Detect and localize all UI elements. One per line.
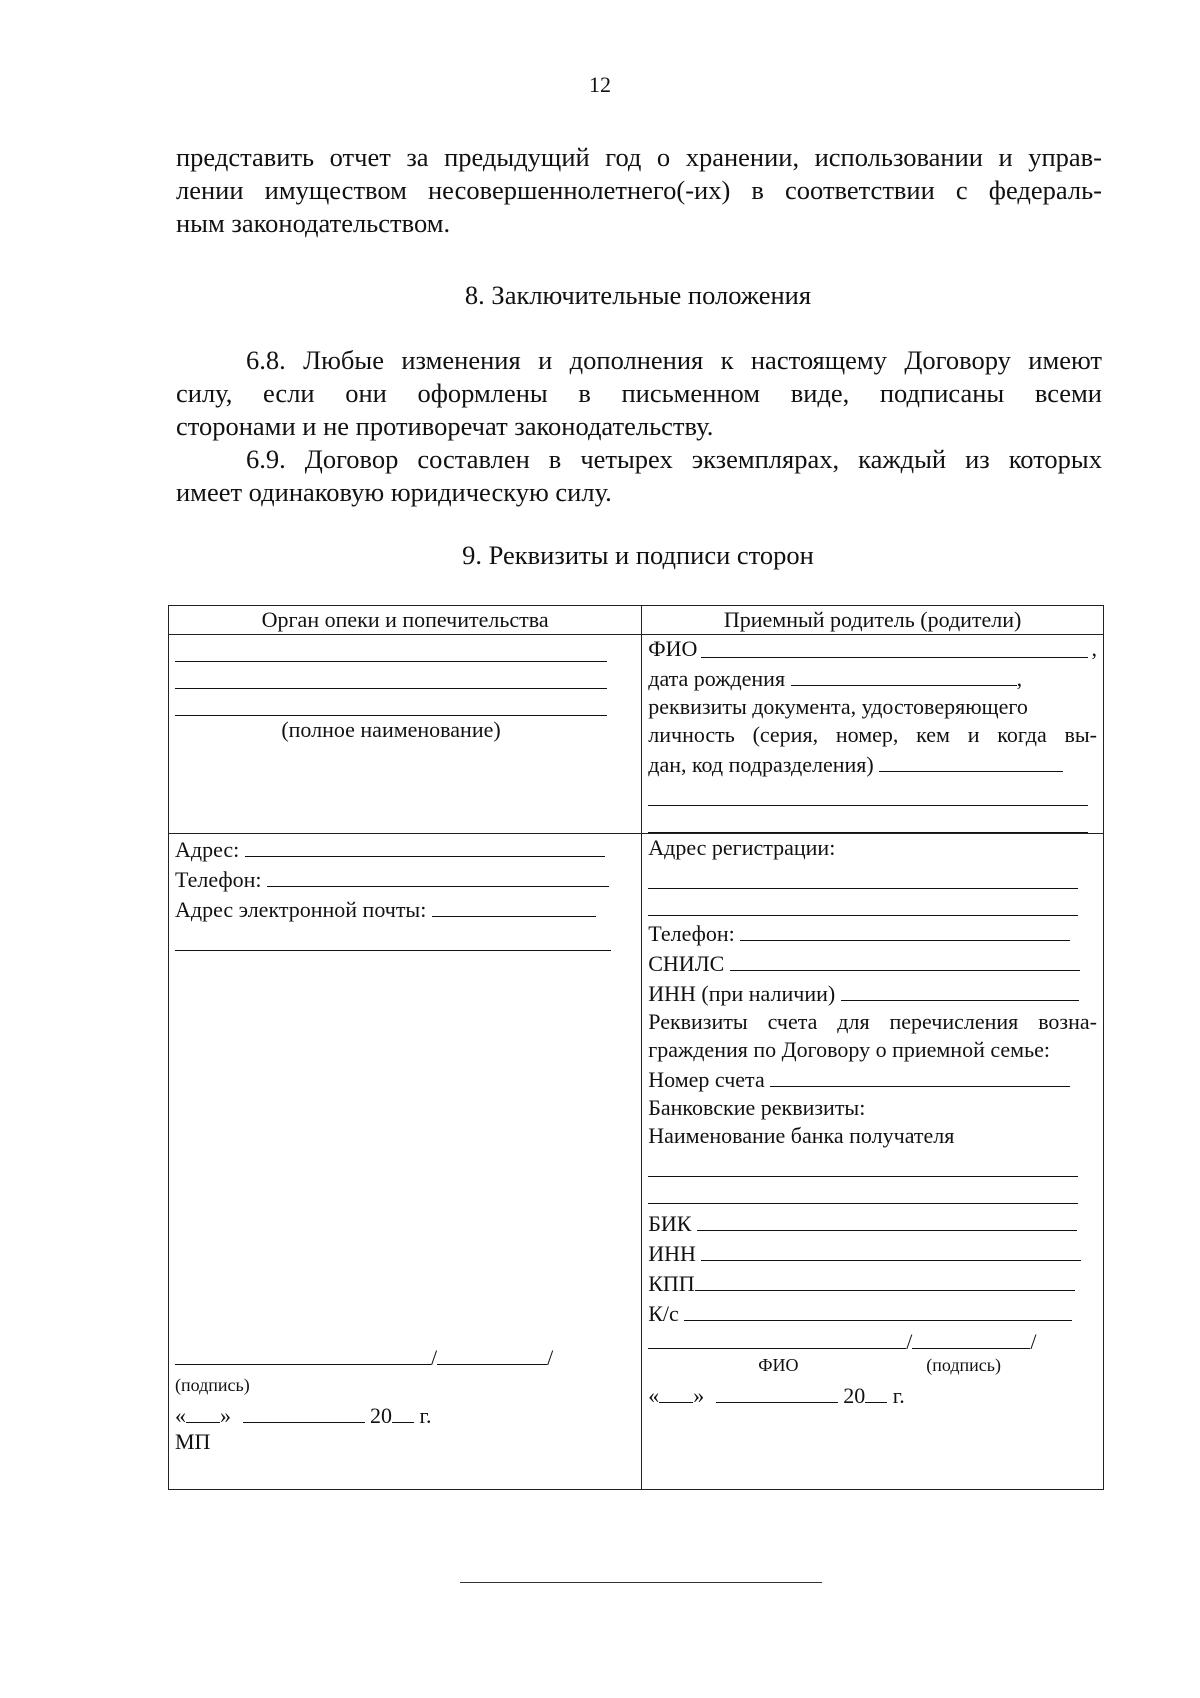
bank-name-line[interactable] [648,1150,1078,1177]
ks-label: К/с [648,1301,679,1326]
account-number-row [648,1064,1097,1094]
signature-field[interactable] [175,1342,431,1365]
phone-label: Телефон: [648,921,735,946]
inn2-row [648,1238,1097,1268]
bottom-rule [460,1582,822,1583]
birth-row [648,663,1097,693]
fio-field[interactable] [701,635,1087,658]
day-field[interactable] [659,1380,693,1403]
date-quote: « [648,1383,660,1408]
clause-6-8 [176,344,1102,443]
comma: , [1091,636,1097,661]
birth-field[interactable] [791,663,1017,686]
section-9-title: 9. Реквизиты и подписи сторон [462,540,814,570]
email-label: Адрес электронной почты: [175,897,427,922]
birth-label: дата рождения [648,666,786,691]
parent-phone-field[interactable] [740,918,1070,941]
bik-row [648,1208,1097,1238]
bank-details-label: Банковские реквизиты: [648,1095,866,1120]
separator: / [431,1345,438,1370]
text-line: силу, если они оформлены в письменном виде, подписаны всеми [176,378,1102,408]
inn-label: ИНН (при наличии) [648,981,836,1006]
bank-name-line[interactable] [648,1177,1078,1204]
inn2-label: ИНН [648,1241,696,1266]
separator: / [547,1345,554,1370]
fio-row [648,635,1097,663]
doc-line-blank[interactable] [648,779,1088,806]
year-field[interactable] [392,1400,414,1423]
requisites-table [168,605,1104,1490]
year-prefix: 20 [370,1403,392,1428]
parent-signature-row [648,1326,1036,1356]
phone-label: Телефон: [175,867,262,892]
name-line[interactable] [175,635,607,662]
clause-6-9 [176,443,1102,509]
bik-label: БИК [648,1211,692,1236]
text-line: имеет одинаковую юридическую силу. [176,477,612,507]
parent-identity-cell [642,635,1104,834]
year-field[interactable] [865,1380,887,1403]
signature-caption: (подпись) [175,1375,250,1395]
account-line: Реквизиты счета для перечисления возна- [648,1009,1097,1034]
month-field[interactable] [243,1400,365,1423]
reg-address-line[interactable] [648,889,1078,916]
year-prefix: 20 [843,1383,866,1408]
parent-fio-field[interactable] [648,1326,906,1349]
date-quote: » [220,1403,231,1428]
account-number-label: Номер счета [648,1067,765,1092]
full-name-caption: (полное наименование) [281,717,501,742]
bank-name-label: Наименование банка получателя [648,1123,955,1148]
doc-field[interactable] [879,749,1063,772]
kpp-field[interactable] [695,1268,1075,1291]
text-line: 6.9. Договор составлен в четырех экземплярах, каждый из которых [246,444,1102,474]
stamp-label: МП [175,1429,211,1454]
doc-line: личность (серия, номер, кем и когда вы- [648,722,1097,747]
inn-row [648,978,1097,1008]
doc-text: реквизиты документа, удостоверяющего [648,694,1028,719]
section-8-title: 8. Заключительные положения [464,280,812,310]
fio-caption: ФИО [758,1355,799,1375]
inn2-field[interactable] [701,1238,1081,1261]
snils-label: СНИЛС [648,951,725,976]
text-line: лении имуществом несовершеннолетнего(-их) в соответствии с федераль- [176,175,1102,205]
left-header: Орган опеки и попечительства [169,606,642,635]
text-line: ным законодательством. [176,208,451,238]
separator: / [906,1329,913,1354]
year-suffix: г. [419,1403,432,1428]
doc-line-blank[interactable] [648,806,1088,833]
text-line: представить отчет за предыдущий год о хранении, использовании и управ- [176,142,1102,172]
fio-label: ФИО [648,636,698,661]
phone-field[interactable] [267,864,609,887]
text-line: 6.8. Любые изменения и дополнения к настоящему Договору имеют [246,345,1102,375]
doc-text: дан, код подразделения) [648,752,874,777]
doc-row [648,749,1097,779]
doc-line [648,693,1097,721]
parent-phone-row [648,918,1097,948]
bik-field[interactable] [697,1208,1077,1231]
parent-details-cell [642,834,1104,1490]
parent-signature-field[interactable] [912,1326,1030,1349]
account-number-field[interactable] [770,1064,1070,1087]
kpp-row [648,1268,1097,1298]
reg-address-line[interactable] [648,862,1078,889]
text-line: сторонами и не противоречат законодательству. [176,411,714,441]
date-quote: « [175,1403,186,1428]
address-field[interactable] [245,834,605,857]
account-line: граждения по Договору о приемной семье: [648,1037,1050,1062]
ks-field[interactable] [684,1298,1072,1321]
address-label: Адрес: [175,837,240,862]
day-field[interactable] [186,1400,220,1423]
separator: / [1030,1329,1037,1354]
guardianship-contacts-cell [169,834,642,1490]
snils-field[interactable] [730,948,1080,971]
email-row [175,894,635,924]
address-row [175,834,635,864]
ks-row [648,1298,1097,1328]
parent-date-row [648,1380,905,1410]
month-field[interactable] [716,1380,838,1403]
email-line-blank[interactable] [175,924,611,951]
year-suffix: г. [892,1383,905,1408]
reg-address-label: Адрес регистрации: [648,835,836,860]
intro-paragraph [176,141,1102,240]
parent-signature-caption: (подпись) [926,1355,1001,1375]
date-quote: » [693,1383,705,1408]
right-header: Приемный родитель (родители) [642,606,1104,635]
name-field[interactable] [437,1342,547,1365]
phone-row [175,864,635,894]
kpp-label: КПП [648,1271,695,1296]
page-number: 12 [589,72,611,97]
date-row [175,1400,432,1430]
email-field[interactable] [432,894,596,917]
guardianship-name-cell [169,635,642,834]
signature-row [175,1342,553,1372]
snils-row [648,948,1097,978]
name-line[interactable] [175,662,607,689]
inn-field[interactable] [841,978,1079,1001]
comma: , [1016,666,1023,691]
name-line[interactable] [175,689,607,716]
